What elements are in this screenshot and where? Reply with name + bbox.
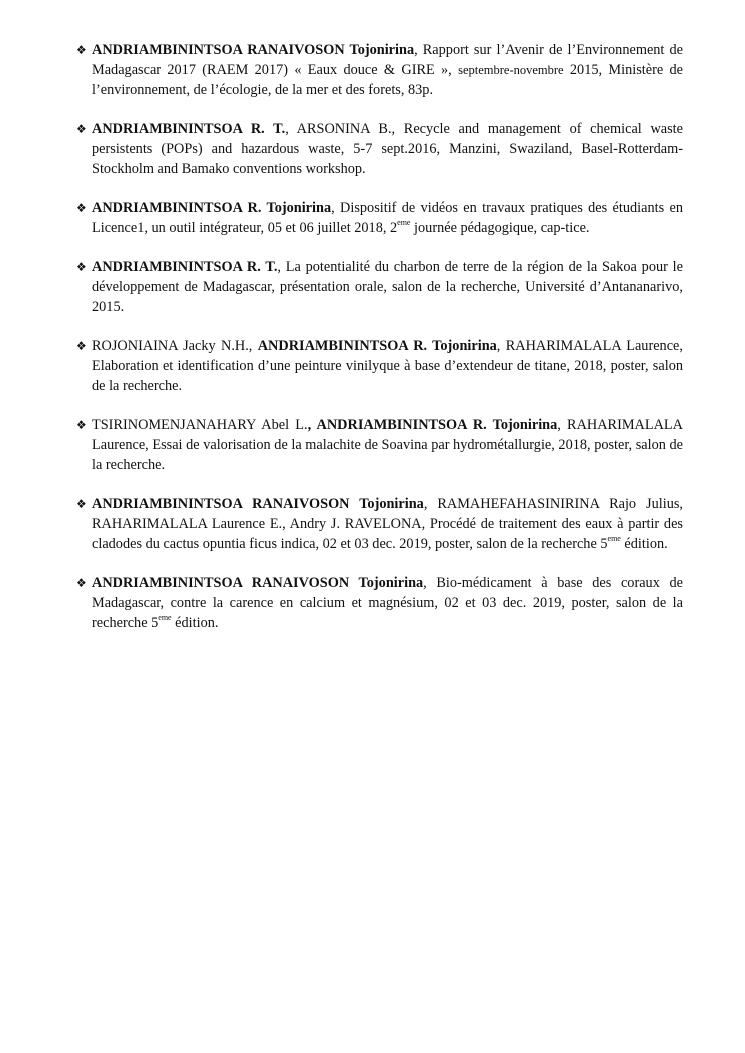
diamond-bullet-icon: ❖: [76, 418, 87, 432]
co-author-name: TSIRINOMENJANAHARY Abel L.: [92, 417, 308, 433]
reference-entry-6: [76, 415, 683, 475]
diamond-bullet-icon: ❖: [76, 260, 87, 274]
reference-entry-3: [76, 198, 683, 238]
reference-entry-1: [76, 40, 683, 100]
reference-entry-8: [76, 573, 683, 633]
reference-text: , Rapport sur l’Avenir de l’Environnement de Madagascar 2017 (RAEM 2017) « Eaux douce & GIRE »,: [92, 42, 683, 78]
diamond-bullet-icon: ❖: [76, 122, 87, 136]
diamond-bullet-icon: ❖: [76, 201, 87, 215]
diamond-bullet-icon: ❖: [76, 497, 87, 511]
reference-text: 2015, Ministère de l’environnement, de l’écologie, de la mer et des forets, 83p.: [92, 62, 683, 98]
author-name: ANDRIAMBININTSOA R. Tojonirina: [257, 338, 497, 354]
author-name: ANDRIAMBININTSOA RANAIVOSON Tojonirina: [92, 575, 424, 591]
reference-text: édition.: [171, 615, 219, 631]
reference-entry-4: [76, 257, 683, 317]
diamond-bullet-icon: ❖: [76, 339, 87, 353]
reference-text: , RAHARIMALALA Laurence, Essai de valorisation de la malachite de Soavina par hydrométallurgie, 2018, poster, salon de la recherche.: [92, 417, 683, 473]
reference-text: , La potentialité du charbon de terre de la région de la Sakoa pour le développement de Madagascar, présentation orale, salon de la recherche, Université d’Antananarivo, 2015.: [92, 259, 683, 315]
superscript: eme: [397, 218, 411, 228]
reference-text: , Dispositif de vidéos en travaux pratiques des étudiants en Licence1, un outil intégrateur, 05 et 06 juillet 2018, 2: [92, 200, 683, 236]
reference-text: journée pédagogique, cap-tice.: [410, 220, 590, 236]
author-name: ANDRIAMBININTSOA R. T.: [92, 121, 286, 137]
reference-text: édition.: [620, 536, 668, 552]
reference-text: septembre-novembre: [458, 63, 564, 77]
author-name: ANDRIAMBININTSOA R. Tojonirina: [92, 200, 332, 216]
reference-entry-2: [76, 119, 683, 179]
co-author-name: ROJONIAINA Jacky N.H.,: [92, 338, 258, 354]
author-name: ANDRIAMBININTSOA R. T.: [92, 259, 278, 275]
superscript: eme: [158, 613, 172, 623]
diamond-bullet-icon: ❖: [76, 576, 87, 590]
superscript: eme: [607, 534, 621, 544]
author-name: , ANDRIAMBININTSOA R. Tojonirina: [307, 417, 558, 433]
reference-text: , RAMAHEFAHASINIRINA Rajo Julius, RAHARIMALALA Laurence E., Andry J. RAVELONA, Procédé de traitement des eaux à partir des cladodes du cactus opuntia ficus indica, 02 et 03 dec. 2019, poster, salon de la recherche 5: [92, 496, 683, 552]
reference-text: , Bio-médicament à base des coraux de Madagascar, contre la carence en calcium et magnésium, 02 et 03 dec. 2019, poster, salon de la recherche 5: [92, 575, 683, 631]
reference-entry-5: [76, 336, 683, 396]
diamond-bullet-icon: ❖: [76, 43, 87, 57]
author-name: ANDRIAMBININTSOA RANAIVOSON Tojonirina: [92, 496, 424, 512]
reference-text: , ARSONINA B., Recycle and management of chemical waste persistents (POPs) and hazardous waste, 5-7 sept.2016, Manzini, Swaziland, Basel-Rotterdam-Stockholm and Bamako conventions workshop.: [92, 121, 683, 177]
reference-entry-7: [76, 494, 683, 554]
reference-text: , RAHARIMALALA Laurence, Elaboration et identification d’une peinture vinilyque à base d’extendeur de titane, 2018, poster, salon de la recherche.: [92, 338, 683, 394]
author-name: ANDRIAMBININTSOA RANAIVOSON Tojonirina: [92, 42, 415, 58]
